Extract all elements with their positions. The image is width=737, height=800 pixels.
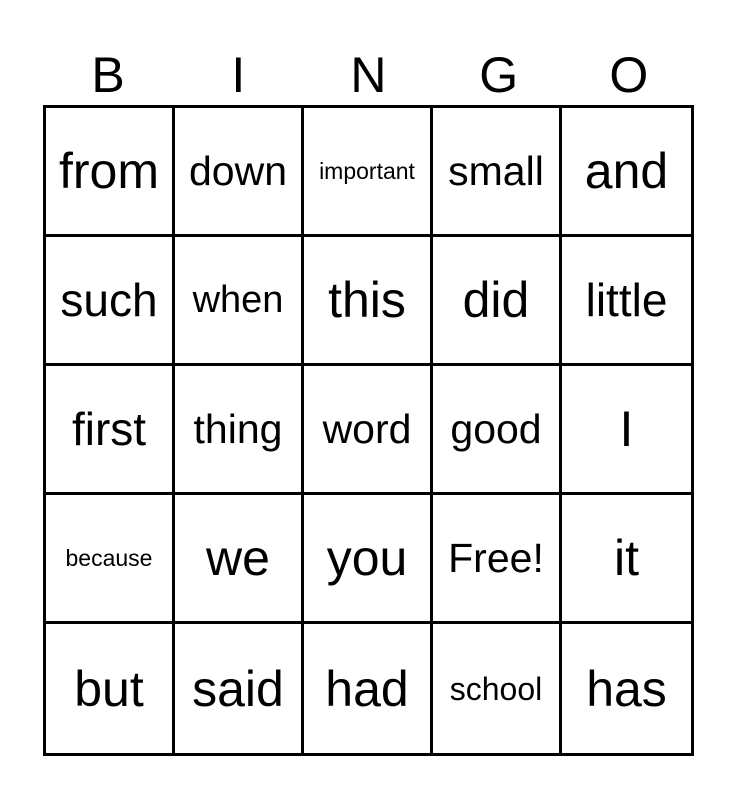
header-letter-g: G — [479, 47, 519, 103]
bingo-cell[interactable] — [175, 108, 304, 237]
header-letter-o: O — [609, 47, 649, 103]
header-letter-b: B — [91, 47, 125, 103]
bingo-cell[interactable] — [433, 237, 562, 366]
cell-word: because — [65, 544, 153, 571]
cell-word: thing — [193, 405, 283, 452]
cell-word: it — [614, 530, 639, 586]
bingo-cell[interactable] — [46, 237, 175, 366]
bingo-cell[interactable] — [562, 108, 691, 237]
bingo-cell[interactable] — [562, 495, 691, 624]
bingo-cell[interactable] — [304, 108, 433, 237]
bingo-cell[interactable] — [175, 624, 304, 753]
cell-word: good — [450, 405, 542, 452]
bingo-cell[interactable] — [46, 108, 175, 237]
bingo-cell[interactable] — [433, 108, 562, 237]
cell-word: little — [585, 274, 668, 326]
cell-word: and — [584, 143, 669, 199]
header-letter-n: N — [350, 47, 387, 103]
cell-word: had — [325, 660, 409, 717]
cell-word: from — [59, 143, 159, 199]
bingo-cell[interactable] — [304, 624, 433, 753]
bingo-cell[interactable] — [433, 624, 562, 753]
bingo-cell[interactable] — [175, 237, 304, 366]
cell-word: said — [192, 660, 284, 717]
cell-word: this — [328, 272, 406, 328]
bingo-cell[interactable] — [562, 237, 691, 366]
cell-word: such — [60, 274, 158, 326]
cell-word: you — [326, 530, 408, 586]
header-letter-i: I — [231, 47, 246, 103]
bingo-cell[interactable] — [46, 624, 175, 753]
bingo-cell[interactable] — [46, 495, 175, 624]
bingo-board — [43, 105, 694, 756]
cell-word: down — [188, 147, 287, 194]
cell-word: did — [462, 272, 530, 328]
cell-word: first — [71, 403, 147, 455]
free-space-label: Free! — [448, 534, 544, 581]
cell-word: we — [206, 530, 270, 586]
cell-word: has — [586, 660, 667, 717]
cell-word: when — [192, 279, 284, 321]
bingo-cell[interactable] — [175, 366, 304, 495]
bingo-cell[interactable] — [304, 237, 433, 366]
cell-word: word — [322, 405, 412, 452]
bingo-cell[interactable] — [562, 624, 691, 753]
bingo-cell[interactable] — [175, 495, 304, 624]
cell-word: important — [319, 157, 415, 184]
cell-word: but — [74, 660, 144, 717]
bingo-cell[interactable] — [304, 495, 433, 624]
cell-word: I — [619, 401, 634, 457]
cell-word: school — [449, 670, 543, 707]
bingo-cell[interactable] — [304, 366, 433, 495]
free-space-cell[interactable] — [433, 495, 562, 624]
bingo-cell[interactable] — [433, 366, 562, 495]
cell-word: small — [448, 147, 544, 194]
bingo-cell[interactable] — [562, 366, 691, 495]
bingo-header — [43, 46, 694, 104]
bingo-cell[interactable] — [46, 366, 175, 495]
